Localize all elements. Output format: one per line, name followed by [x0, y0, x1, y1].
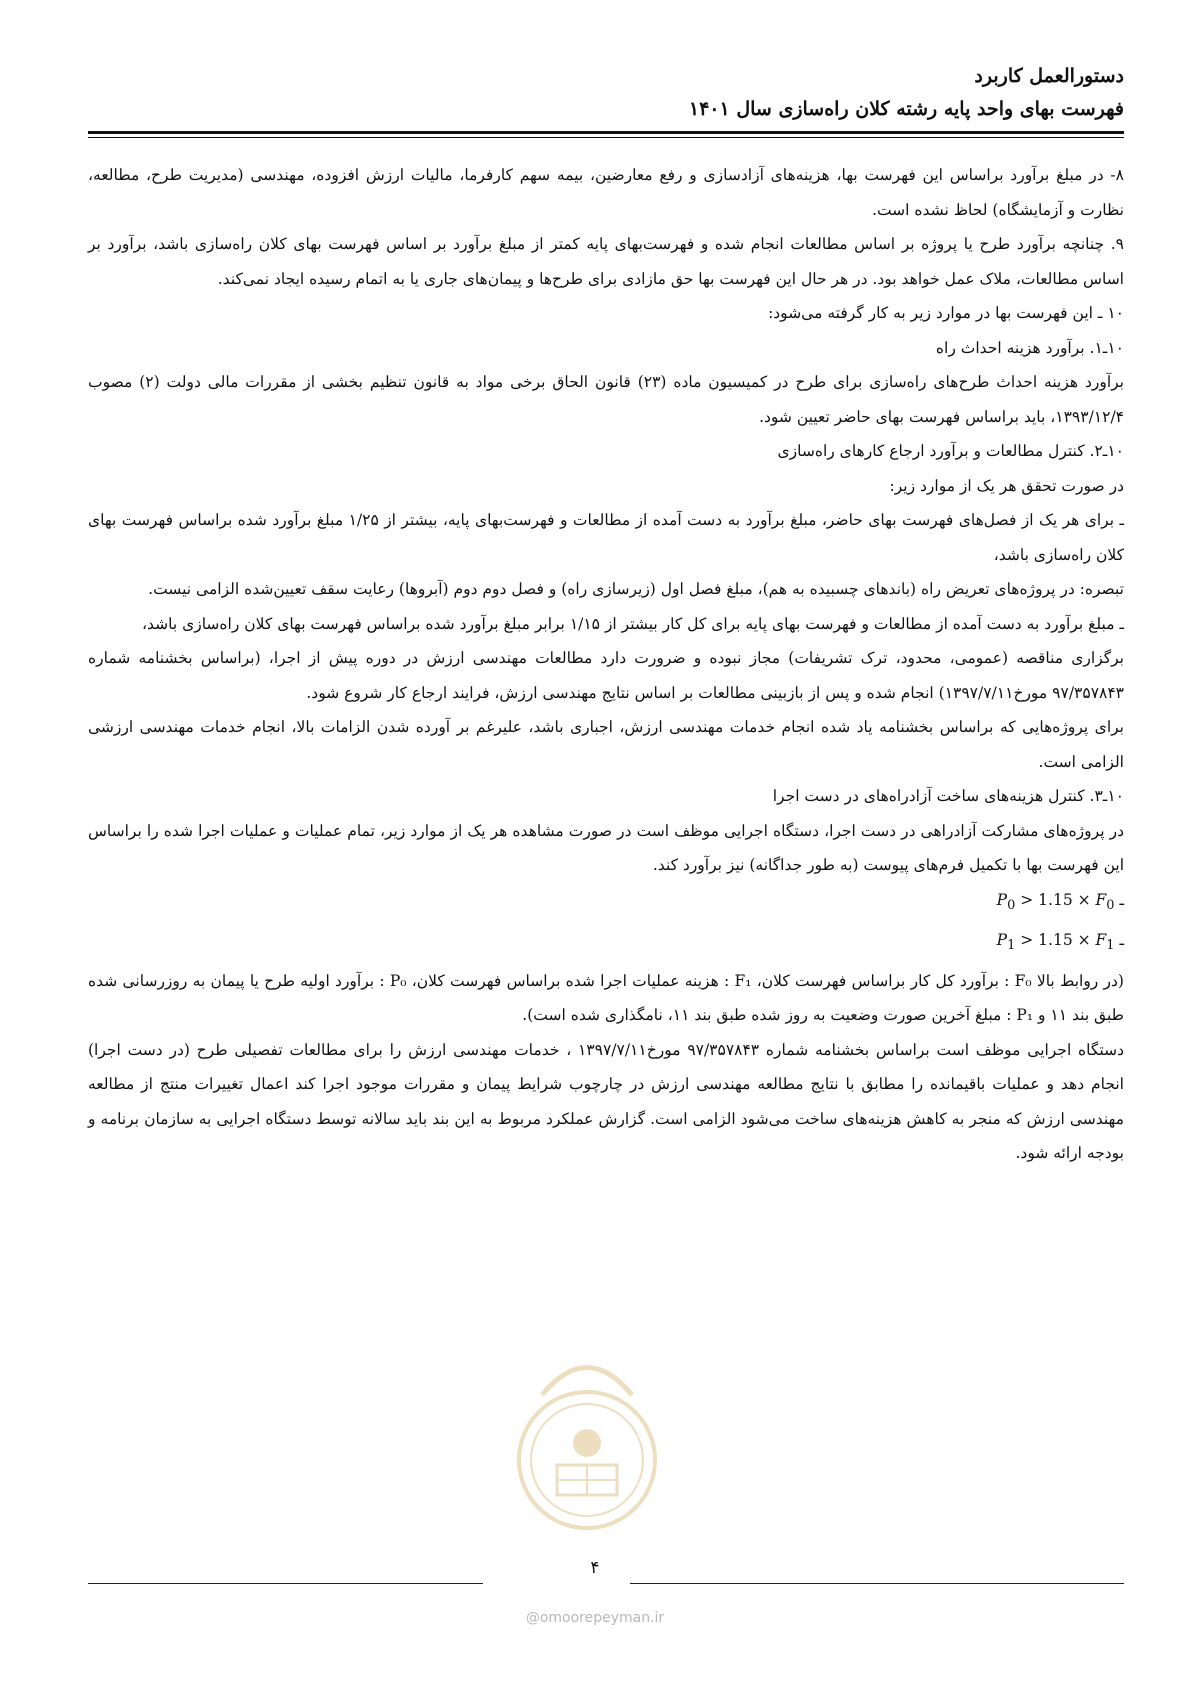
- document-header: [88, 60, 1124, 126]
- tender-paragraph: برگزاری مناقصه (عمومی، محدود، ترک تشریفات) مجاز نبوده و ضرورت دارد مطالعات مهندسی ارزش در دوره پیش از اجرا، (براساس بخشنامه شماره ۹۷/۳۵۷۸۴۳ مورخ۱۳۹۷/۷/۱۱) انجام شده و پس از بازبینی مطالعات بر اساس نتایج مهندسی ارزش، فرایند ارجاع کار شروع شود.: [88, 649, 1124, 702]
- page-number: ۴: [590, 1558, 600, 1578]
- condition-1: ـ برای هر یک از فصل‌های فهرست بهای حاضر، مبلغ برآورد به دست آمده از مطالعات و فهرست‌بهای پایه، بیشتر از ۱/۲۵ مبلغ برآورد شده براساس فهرست بهای کلان راه‌سازی باشد،: [88, 511, 1124, 564]
- header-title: دستورالعمل کاربرد: [974, 65, 1124, 87]
- section-10-1-text: برآورد هزینه احداث طرح‌های راه‌سازی برای طرح در کمیسیون ماده (۲۳) قانون الحاق برخی مواد به قانون تنظیم بخشی از مقررات مالی دولت (۲) مصوب ۱۳۹۳/۱۲/۴، باید براساس فهرست بهای حاضر تعیین شود.: [88, 373, 1124, 426]
- header-subtitle: فهرست بهای واحد پایه رشته کلان راه‌سازی سال ۱۴۰۱: [688, 98, 1124, 120]
- paragraph-9: ۹. چنانچه برآورد طرح یا پروژه بر اساس مطالعات انجام شده و فهرست‌بهای پایه کمتر از مبلغ برآورد بر اساس فهرست بهای کلان راه‌سازی باشد، برآورد بر اساس مطالعات، ملاک عمل خواهد بود. در هر حال این فهرست بها حق مازادی برای طرح‌ها و پیمان‌های جاری یا به اتمام رسیده ایجاد نمی‌کند.: [88, 235, 1124, 288]
- section-10-3-text: در پروژه‌های مشارکت آزادراهی در دست اجرا، دستگاه اجرایی موظف است در صورت مشاهده هر یک از موارد زیر، تمام عملیات و عملیات اجرا شده را براساس این فهرست بها با تکمیل فرم‌های پیوست (به طور جداگانه) نیز برآورد کند.: [88, 821, 1124, 874]
- paragraph-8: ۸- در مبلغ برآورد براساس این فهرست بها، هزینه‌های آزادسازی و رفع معارضین، بیمه سهم کارفرما، مالیات ارزش افزوده، مهندسی (مدیریت طرح، مطالعه، نظارت و آزمایشگاه) لحاظ نشده است.: [88, 166, 1124, 219]
- footer-rule-left: [88, 1583, 483, 1584]
- header-rule-thin: [88, 137, 1124, 138]
- section-10-3-heading: ۱۰ـ۳. کنترل هزینه‌های ساخت آزادراه‌های در دست اجرا: [772, 787, 1124, 805]
- note-paragraph: تبصره: در پروژه‌های تعریض راه (باندهای چسبیده به هم)، مبلغ فصل اول (زیرسازی راه) و فصل دوم دوم (آبروها) رعایت سقف تعیین‌شده الزامی نیست.: [148, 580, 1124, 598]
- site-credit: @omoorepeyman.ir: [525, 1610, 665, 1626]
- section-10-2-heading: ۱۰ـ۲. کنترل مطالعات و برآورد ارجاع کارهای راه‌سازی: [777, 442, 1124, 460]
- paragraph-10: ۱۰ ـ این فهرست بها در موارد زیر به کار گرفته می‌شود:: [768, 304, 1124, 322]
- conditions-intro: در صورت تحقق هر یک از موارد زیر:: [889, 476, 1124, 495]
- formula-2: $P_1 > 1.15 \times F_1$ ـ: [996, 931, 1124, 954]
- seal-watermark-icon: [512, 1335, 662, 1535]
- formula-1: $P_0 > 1.15 \times F_0$ ـ: [996, 890, 1124, 913]
- footer-rule-right: [630, 1583, 1124, 1584]
- final-paragraph: دستگاه اجرایی موظف است براساس بخشنامه شماره ۹۷/۳۵۷۸۴۳ مورخ۱۳۹۷/۷/۱۱ ، خدمات مهندسی ارزش را برای مطالعات تفصیلی طرح (در دست اجرا) انجام دهد و عملیات باقیمانده را مطابق با نتایج مطالعه مهندسی ارزش در چارچوب شرایط پیمان و مقررات موجود اجرا کند اعمال تغییرات منتج از مطالعه مهندسی ارزش که منجر به کاهش هزینه‌های ساخت می‌شود الزامی است. گزارش عملکرد مربوط به این بند باید سالانه توسط دستگاه اجرایی به سازمان برنامه و بودجه ارائه شود.: [88, 1040, 1125, 1163]
- condition-2: ـ مبلغ برآورد به دست آمده از مطالعات و فهرست بهای پایه برای کل کار بیشتر از ۱/۱۵ برابر مبلغ برآورد شده براساس فهرست بهای کلان راه‌سازی باشد،: [142, 614, 1124, 633]
- section-10-1-heading: ۱۰ـ۱. برآورد هزینه احداث راه: [935, 338, 1124, 357]
- header-rule-thick: [88, 131, 1124, 134]
- document-body: [88, 158, 1124, 1171]
- formula-definitions: (در روابط بالا F₀ : برآورد کل کار براساس فهرست کلان، F₁ : هزینه عملیات اجرا شده براساس فهرست کلان، P₀ : برآورد اولیه طرح یا پیمان به روزرسانی شده طبق بند ۱۱ و P₁ : مبلغ آخرین صورت وضعیت به روز شده طبق بند ۱۱، نامگذاری شده است).: [88, 971, 1124, 1025]
- value-engineering-paragraph: برای پروژه‌هایی که براساس بخشنامه یاد شده انجام خدمات مهندسی ارزش، اجباری باشد، علیرغم بر آورده شدن الزامات بالا، انجام خدمات مهندسی ارزشی الزامی است.: [88, 718, 1124, 771]
